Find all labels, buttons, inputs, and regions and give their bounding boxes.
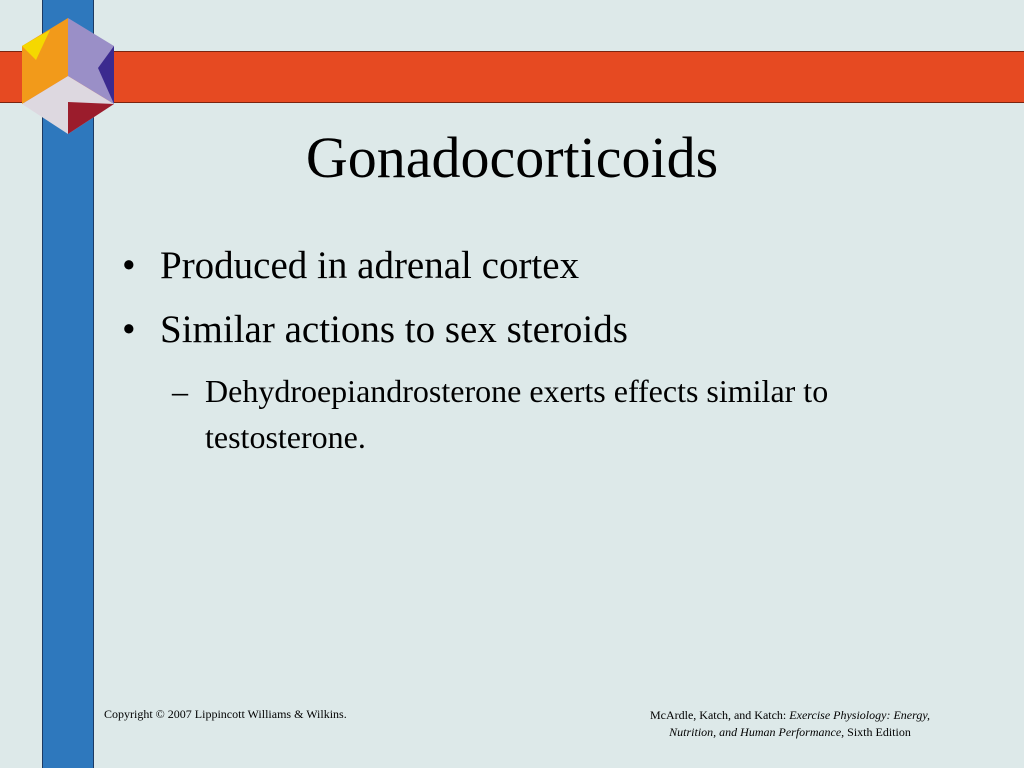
bullet-marker: •: [122, 244, 136, 287]
citation: [590, 707, 990, 741]
bullet-marker: •: [122, 308, 136, 351]
sub-bullet-marker: –: [172, 373, 188, 409]
bullet-list: [122, 240, 882, 460]
citation-edition: Sixth Edition: [847, 725, 911, 739]
citation-book-title-2: Nutrition, and Human Performance,: [669, 725, 845, 739]
slide-title: Gonadocorticoids: [305, 125, 719, 190]
copyright-notice: Copyright © 2007 Lippincott Williams & Wilkins.: [104, 707, 347, 721]
citation-book-title-1: Exercise Physiology: Energy,: [789, 708, 931, 722]
bullet-text: Produced in adrenal cortex: [160, 244, 580, 287]
bullet-item: [122, 240, 882, 292]
bullet-text: Similar actions to sex steroids: [160, 308, 628, 351]
bullet-item: [122, 304, 882, 356]
sub-bullet-item: [172, 368, 832, 460]
citation-authors: McArdle, Katch, and Katch:: [649, 708, 787, 722]
sub-bullet-text: Dehydroepiandrosterone exerts effects similar to testosterone.: [205, 373, 829, 455]
horizontal-red-band: [0, 51, 1024, 103]
